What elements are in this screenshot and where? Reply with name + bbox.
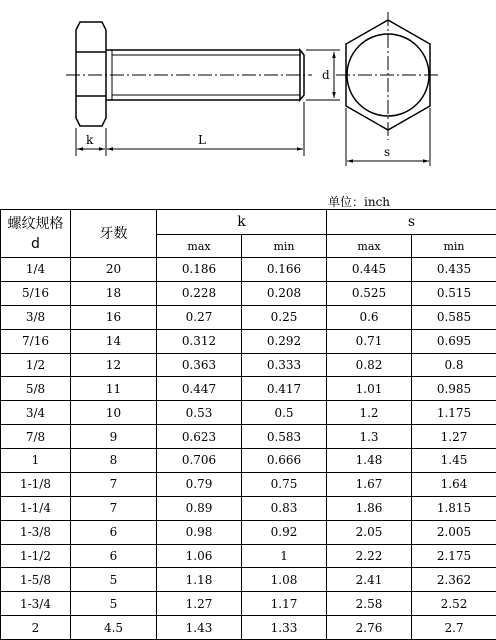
cell-s-min: 0.695 xyxy=(412,329,496,353)
cell-tpi: 20 xyxy=(71,258,157,282)
table-row xyxy=(1,496,496,520)
header-thread-spec xyxy=(1,210,71,258)
cell-d: 1-5/8 xyxy=(1,568,71,592)
cell-tpi: 10 xyxy=(71,401,157,425)
cell-d: 5/8 xyxy=(1,377,71,401)
cell-tpi: 9 xyxy=(71,425,157,449)
cell-k-max: 0.89 xyxy=(157,496,242,520)
table-row xyxy=(1,616,496,640)
table-row xyxy=(1,281,496,305)
header-thread-spec-cn: 螺纹规格 xyxy=(7,215,64,232)
cell-s-max: 1.3 xyxy=(327,425,412,449)
cell-k-min: 1.17 xyxy=(242,592,327,616)
table-row xyxy=(1,425,496,449)
cell-k-min: 0.166 xyxy=(242,258,327,282)
cell-s-min: 2.175 xyxy=(412,544,496,568)
cell-tpi: 4.5 xyxy=(71,616,157,640)
header-k-max: max xyxy=(157,235,242,258)
cell-d: 3/8 xyxy=(1,305,71,329)
cell-k-min: 1.33 xyxy=(242,616,327,640)
cell-tpi: 11 xyxy=(71,377,157,401)
cell-s-max: 2.22 xyxy=(327,544,412,568)
header-k-min: min xyxy=(242,235,327,258)
cell-tpi: 16 xyxy=(71,305,157,329)
cell-d: 7/8 xyxy=(1,425,71,449)
cell-s-max: 2.41 xyxy=(327,568,412,592)
cell-s-min: 1.64 xyxy=(412,472,496,496)
table-row xyxy=(1,472,496,496)
cell-k-max: 0.27 xyxy=(157,305,242,329)
header-s-max: max xyxy=(327,235,412,258)
label-s: s xyxy=(384,145,391,159)
cell-s-min: 0.585 xyxy=(412,305,496,329)
table-row xyxy=(1,520,496,544)
cell-k-min: 0.417 xyxy=(242,377,327,401)
cell-s-max: 1.67 xyxy=(327,472,412,496)
cell-s-min: 0.8 xyxy=(412,353,496,377)
cell-d: 1-3/4 xyxy=(1,592,71,616)
table-row xyxy=(1,592,496,616)
cell-s-max: 2.76 xyxy=(327,616,412,640)
cell-k-min: 0.333 xyxy=(242,353,327,377)
cell-tpi: 18 xyxy=(71,281,157,305)
cell-tpi: 14 xyxy=(71,329,157,353)
cell-k-max: 0.79 xyxy=(157,472,242,496)
cell-s-max: 0.525 xyxy=(327,281,412,305)
cell-k-max: 0.363 xyxy=(157,353,242,377)
cell-k-max: 1.18 xyxy=(157,568,242,592)
cell-d: 1 xyxy=(1,449,71,473)
cell-s-min: 0.985 xyxy=(412,377,496,401)
header-s-min: min xyxy=(412,235,496,258)
cell-k-max: 0.98 xyxy=(157,520,242,544)
cell-k-max: 1.27 xyxy=(157,592,242,616)
table-row xyxy=(1,305,496,329)
cell-s-min: 2.362 xyxy=(412,568,496,592)
cell-s-min: 0.435 xyxy=(412,258,496,282)
cell-s-max: 2.05 xyxy=(327,520,412,544)
cell-s-min: 2.005 xyxy=(412,520,496,544)
cell-tpi: 5 xyxy=(71,592,157,616)
cell-k-max: 1.06 xyxy=(157,544,242,568)
cell-k-max: 0.228 xyxy=(157,281,242,305)
cell-k-max: 0.623 xyxy=(157,425,242,449)
cell-k-max: 0.706 xyxy=(157,449,242,473)
table-row xyxy=(1,544,496,568)
label-d: d xyxy=(322,68,330,82)
cell-d: 1-1/2 xyxy=(1,544,71,568)
bolt-dimension-table xyxy=(0,209,496,640)
cell-s-max: 1.48 xyxy=(327,449,412,473)
table-row xyxy=(1,568,496,592)
cell-tpi: 7 xyxy=(71,472,157,496)
end-view-centerlines xyxy=(336,12,440,140)
cell-s-min: 2.7 xyxy=(412,616,496,640)
cell-k-min: 0.292 xyxy=(242,329,327,353)
cell-k-max: 0.312 xyxy=(157,329,242,353)
table-header-row xyxy=(1,210,496,235)
cell-s-max: 1.2 xyxy=(327,401,412,425)
cell-s-max: 2.58 xyxy=(327,592,412,616)
table-row xyxy=(1,353,496,377)
bolt-side-view xyxy=(76,22,304,126)
header-group-s: s xyxy=(327,210,496,235)
cell-d: 1-1/4 xyxy=(1,496,71,520)
header-threads-per-inch: 牙数 xyxy=(71,210,157,258)
cell-d: 2 xyxy=(1,616,71,640)
cell-s-max: 1.01 xyxy=(327,377,412,401)
label-L: L xyxy=(198,133,206,147)
cell-tpi: 6 xyxy=(71,544,157,568)
cell-s-min: 1.815 xyxy=(412,496,496,520)
cell-s-min: 2.52 xyxy=(412,592,496,616)
cell-s-min: 1.27 xyxy=(412,425,496,449)
cell-d: 1-3/8 xyxy=(1,520,71,544)
cell-k-min: 1 xyxy=(242,544,327,568)
cell-s-max: 0.445 xyxy=(327,258,412,282)
table-body xyxy=(1,258,496,640)
cell-s-max: 1.86 xyxy=(327,496,412,520)
cell-s-max: 0.82 xyxy=(327,353,412,377)
bolt-technical-drawing xyxy=(0,0,496,192)
header-thread-spec-d: d xyxy=(31,235,40,252)
cell-s-max: 0.71 xyxy=(327,329,412,353)
cell-k-min: 0.583 xyxy=(242,425,327,449)
label-k: k xyxy=(86,133,94,147)
cell-s-min: 1.45 xyxy=(412,449,496,473)
cell-d: 1/2 xyxy=(1,353,71,377)
cell-tpi: 7 xyxy=(71,496,157,520)
cell-d: 1-1/8 xyxy=(1,472,71,496)
cell-k-min: 0.5 xyxy=(242,401,327,425)
cell-s-min: 0.515 xyxy=(412,281,496,305)
cell-k-min: 0.666 xyxy=(242,449,327,473)
cell-k-min: 0.83 xyxy=(242,496,327,520)
table-row xyxy=(1,329,496,353)
cell-k-min: 0.75 xyxy=(242,472,327,496)
table-row xyxy=(1,449,496,473)
unit-label: 单位：inch xyxy=(328,195,391,209)
cell-tpi: 5 xyxy=(71,568,157,592)
cell-k-max: 0.53 xyxy=(157,401,242,425)
cell-tpi: 6 xyxy=(71,520,157,544)
cell-k-min: 0.208 xyxy=(242,281,327,305)
cell-tpi: 12 xyxy=(71,353,157,377)
dimension-k-L xyxy=(76,102,304,156)
cell-d: 5/16 xyxy=(1,281,71,305)
table-row xyxy=(1,377,496,401)
cell-d: 7/16 xyxy=(1,329,71,353)
cell-d: 3/4 xyxy=(1,401,71,425)
cell-tpi: 8 xyxy=(71,449,157,473)
table-row xyxy=(1,401,496,425)
cell-k-min: 1.08 xyxy=(242,568,327,592)
cell-k-max: 1.43 xyxy=(157,616,242,640)
cell-s-min: 1.175 xyxy=(412,401,496,425)
cell-d: 1/4 xyxy=(1,258,71,282)
cell-s-max: 0.6 xyxy=(327,305,412,329)
cell-k-max: 0.447 xyxy=(157,377,242,401)
table-row xyxy=(1,258,496,282)
header-group-k: k xyxy=(157,210,327,235)
cell-k-max: 0.186 xyxy=(157,258,242,282)
cell-k-min: 0.25 xyxy=(242,305,327,329)
cell-k-min: 0.92 xyxy=(242,520,327,544)
